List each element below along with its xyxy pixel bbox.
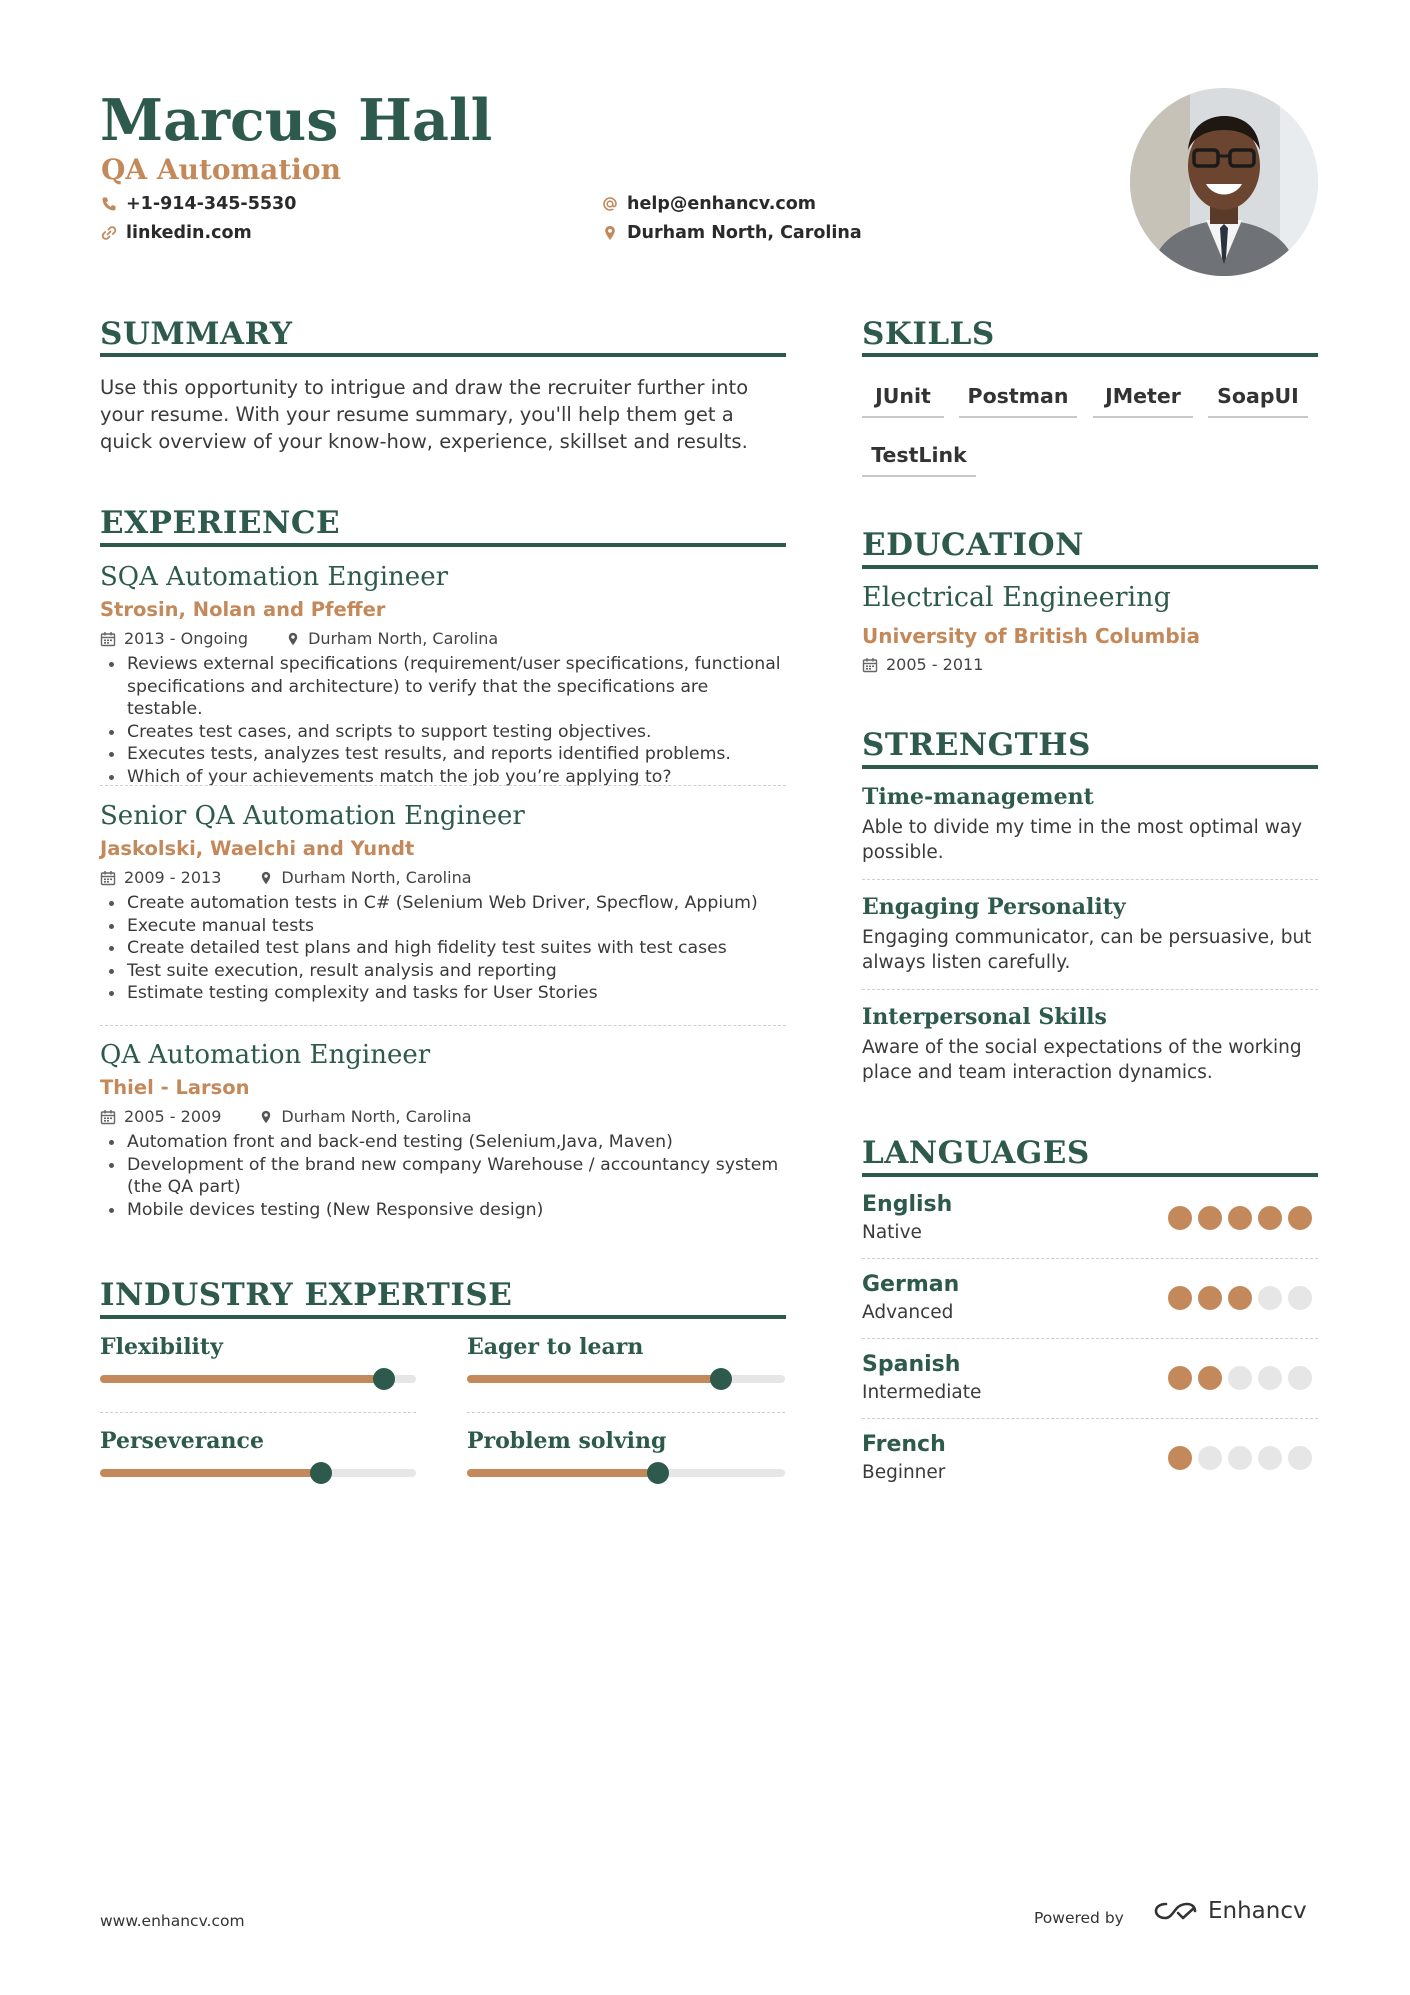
job-bullet: Executes tests, analyzes test results, and reports identified problems.: [100, 743, 786, 766]
languages-heading: LANGUAGES: [862, 1135, 1090, 1171]
expertise-bar: [467, 1375, 785, 1383]
job-bullet: Create detailed test plans and high fidelity test suites with test cases: [100, 937, 786, 960]
job-role: QA Automation Engineer: [100, 1040, 431, 1070]
job-location: Durham North, Carolina: [281, 868, 472, 887]
job-meta: [100, 629, 786, 649]
job-bullets: [100, 653, 786, 788]
skills-heading: SKILLS: [862, 316, 995, 352]
language-name: French: [862, 1432, 946, 1457]
language-divider: [862, 1338, 1318, 1339]
job-bullet: Mobile devices testing (New Responsive design): [100, 1199, 786, 1222]
expertise-bar: [100, 1469, 416, 1477]
job-entry: [100, 1039, 786, 1221]
job-role: Senior QA Automation Engineer: [100, 801, 525, 831]
calendar-icon: [862, 657, 878, 673]
language-dot: [1198, 1366, 1222, 1390]
expertise-divider: [467, 1412, 785, 1413]
location-pin-icon: [602, 225, 618, 241]
expertise-heading: INDUSTRY EXPERTISE: [100, 1277, 513, 1313]
language-name: Spanish: [862, 1352, 961, 1377]
contact-link[interactable]: [101, 223, 252, 243]
job-dates: 2005 - 2009: [124, 1107, 222, 1126]
strength-desc: Able to divide my time in the most optimal way possible.: [862, 817, 1303, 863]
strength-divider: [862, 879, 1318, 880]
expertise-bar-fill: [467, 1375, 721, 1383]
footer-brand[interactable]: [1152, 1898, 1307, 1924]
strengths-heading: STRENGTHS: [862, 727, 1091, 763]
language-dot: [1258, 1286, 1282, 1310]
language-level: Beginner: [862, 1462, 946, 1483]
contact-email[interactable]: [602, 194, 816, 214]
candidate-title: QA Automation: [101, 153, 341, 186]
education-school: University of British Columbia: [862, 624, 1201, 648]
skill-tag: JMeter: [1093, 384, 1193, 418]
summary-text: Use this opportunity to intrigue and draw the recruiter further into your resume. With your resume summary, you'll help them get a quick overview of your know-how, experience, skillset and results.: [100, 376, 749, 453]
language-dot: [1288, 1206, 1312, 1230]
job-location: Durham North, Carolina: [281, 1107, 472, 1126]
footer-website[interactable]: www.enhancv.com: [100, 1912, 245, 1930]
location-pin-icon: [259, 870, 273, 886]
language-level: Intermediate: [862, 1382, 982, 1403]
job-dates: 2013 - Ongoing: [124, 629, 249, 648]
strength-title: Interpersonal Skills: [862, 1004, 1107, 1030]
link-text[interactable]: linkedin.com: [126, 223, 252, 243]
expertise-label: Problem solving: [467, 1428, 667, 1454]
location-pin-icon: [286, 631, 300, 647]
language-name: English: [862, 1192, 953, 1217]
job-meta: [100, 868, 786, 888]
expertise-bar-knob: [310, 1462, 332, 1484]
language-dot: [1288, 1446, 1312, 1470]
job-entry: [100, 561, 786, 788]
language-dot: [1198, 1286, 1222, 1310]
at-icon: [602, 196, 618, 212]
language-dot: [1228, 1366, 1252, 1390]
language-divider: [862, 1418, 1318, 1419]
enhancv-logo-icon: [1152, 1899, 1198, 1923]
footer-powered-by: Powered by: [1034, 1909, 1124, 1927]
language-dot: [1288, 1366, 1312, 1390]
job-bullet: Create automation tests in C# (Selenium Web Driver, Specflow, Appium): [100, 892, 786, 915]
summary-rule: [100, 353, 786, 357]
job-bullets: [100, 1131, 786, 1221]
phone-icon: [101, 196, 117, 212]
language-dot: [1168, 1206, 1192, 1230]
language-dot: [1228, 1446, 1252, 1470]
language-dot: [1198, 1206, 1222, 1230]
job-divider: [100, 785, 786, 786]
job-divider: [100, 1025, 786, 1026]
portrait-illustration: [1130, 88, 1318, 276]
expertise-bar: [100, 1375, 416, 1383]
contact-location: [602, 223, 862, 243]
strength-title: Engaging Personality: [862, 894, 1126, 920]
job-location: Durham North, Carolina: [308, 629, 499, 648]
footer-brand-name: Enhancv: [1208, 1898, 1307, 1924]
languages-rule: [862, 1173, 1318, 1177]
language-dot: [1168, 1446, 1192, 1470]
experience-heading: EXPERIENCE: [100, 505, 341, 541]
job-bullet: Which of your achievements match the job you’re applying to?: [100, 766, 786, 789]
education-rule: [862, 565, 1318, 569]
education-degree: Electrical Engineering: [862, 582, 1171, 613]
language-dot: [1258, 1206, 1282, 1230]
expertise-bar-fill: [100, 1469, 321, 1477]
language-level: Advanced: [862, 1302, 954, 1323]
calendar-icon: [100, 1109, 116, 1125]
calendar-icon: [100, 631, 116, 647]
link-icon: [101, 225, 117, 241]
job-bullets: [100, 892, 786, 1005]
profile-photo: [1130, 88, 1318, 276]
job-bullet: Estimate testing complexity and tasks for User Stories: [100, 982, 786, 1005]
expertise-label: Perseverance: [100, 1428, 264, 1454]
candidate-name: Marcus Hall: [100, 87, 493, 154]
strength-desc: Engaging communicator, can be persuasive, but always listen carefully.: [862, 927, 1312, 973]
job-entry: [100, 800, 786, 1005]
email-text[interactable]: help@enhancv.com: [627, 194, 817, 214]
skill-tag: Postman: [959, 384, 1077, 418]
job-bullet: Reviews external specifications (requirement/user specifications, functional specifications and architecture) to verify that the specifications are testable.: [100, 653, 786, 721]
education-meta: [862, 655, 983, 674]
job-bullet: Execute manual tests: [100, 915, 786, 938]
job-bullet: Creates test cases, and scripts to support testing objectives.: [100, 721, 786, 744]
strength-desc: Aware of the social expectations of the working place and team interaction dynamics.: [862, 1037, 1302, 1083]
language-dots: [1168, 1286, 1312, 1310]
job-company: Strosin, Nolan and Pfeffer: [100, 598, 386, 621]
language-dots: [1168, 1206, 1312, 1230]
language-dot: [1198, 1446, 1222, 1470]
strength-divider: [862, 989, 1318, 990]
language-name: German: [862, 1272, 960, 1297]
job-bullet: Test suite execution, result analysis and reporting: [100, 960, 786, 983]
skill-tag: JUnit: [862, 384, 944, 418]
expertise-label: Eager to learn: [467, 1334, 644, 1360]
experience-rule: [100, 543, 786, 547]
skill-tag: TestLink: [862, 443, 976, 477]
phone-text: +1-914-345-5530: [126, 194, 297, 214]
language-level: Native: [862, 1222, 922, 1243]
summary-heading: SUMMARY: [100, 316, 293, 352]
education-dates: 2005 - 2011: [886, 655, 984, 674]
calendar-icon: [100, 870, 116, 886]
location-pin-icon: [259, 1109, 273, 1125]
job-company: Thiel - Larson: [100, 1076, 250, 1099]
skills-rule: [862, 353, 1318, 357]
expertise-bar-knob: [373, 1368, 395, 1390]
job-bullet: Automation front and back-end testing (Selenium,Java, Maven): [100, 1131, 786, 1154]
expertise-divider: [100, 1412, 416, 1413]
expertise-rule: [100, 1315, 786, 1319]
language-dot: [1228, 1286, 1252, 1310]
job-company: Jaskolski, Waelchi and Yundt: [100, 837, 415, 860]
language-dots: [1168, 1366, 1312, 1390]
language-dot: [1258, 1366, 1282, 1390]
language-dot: [1168, 1286, 1192, 1310]
job-bullet: Development of the brand new company Warehouse / accountancy system (the QA part): [100, 1154, 786, 1199]
expertise-bar: [467, 1469, 785, 1477]
strength-title: Time-management: [862, 784, 1094, 810]
expertise-bar-fill: [100, 1375, 384, 1383]
expertise-bar-fill: [467, 1469, 658, 1477]
expertise-bar-knob: [710, 1368, 732, 1390]
job-meta: [100, 1107, 786, 1127]
expertise-bar-knob: [647, 1462, 669, 1484]
job-role: SQA Automation Engineer: [100, 562, 449, 592]
language-dot: [1288, 1286, 1312, 1310]
language-dot: [1168, 1366, 1192, 1390]
strengths-rule: [862, 765, 1318, 769]
location-text: Durham North, Carolina: [627, 223, 862, 243]
language-divider: [862, 1258, 1318, 1259]
skill-tag: SoapUI: [1208, 384, 1308, 418]
language-dot: [1228, 1206, 1252, 1230]
expertise-label: Flexibility: [100, 1334, 223, 1360]
contact-phone: [101, 194, 296, 214]
education-heading: EDUCATION: [862, 527, 1084, 563]
language-dot: [1258, 1446, 1282, 1470]
language-dots: [1168, 1446, 1312, 1470]
job-dates: 2009 - 2013: [124, 868, 222, 887]
